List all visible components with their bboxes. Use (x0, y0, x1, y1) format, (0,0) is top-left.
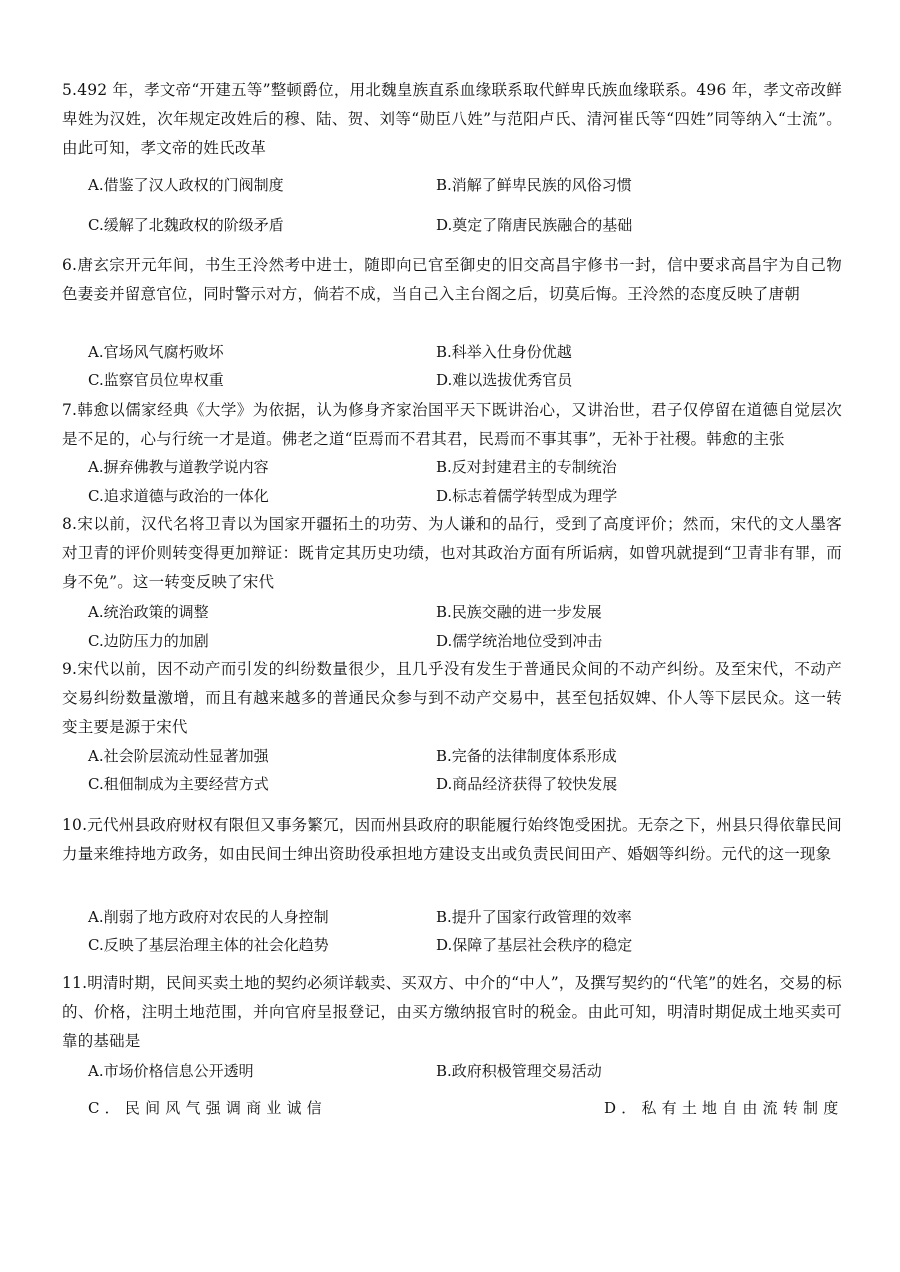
question-10-stem: 10.元代州县政府财权有限但又事务繁冗，因而州县政府的职能履行始终饱受困扰。无奈之下，州县只得依靠民间力量来维持地方政务，如由民间士绅出资助役承担地方建设支出或负责民间田产、婚姻等纠纷。元代的这一现象 (62, 816, 842, 863)
question-11-option-a: A.市场价格信息公开透明 (88, 1062, 254, 1080)
question-8-option-b: B.民族交融的进一步发展 (436, 603, 602, 621)
question-9-option-a: A.社会阶层流动性显著加强 (88, 747, 269, 765)
question-11-option-c: C．民间风气强调商业诚信 (88, 1099, 327, 1117)
question-8-option-c: C.边防压力的加剧 (88, 632, 209, 650)
question-7-option-b: B.反对封建君主的专制统治 (436, 458, 617, 476)
question-6-option-d: D.难以选拔优秀官员 (436, 371, 573, 389)
question-10-option-b: B.提升了国家行政管理的效率 (436, 908, 632, 926)
question-8-option-d: D.儒学统治地位受到冲击 (436, 632, 603, 650)
question-5-option-a: A.借鉴了汉人政权的门阀制度 (88, 176, 284, 194)
question-5-stem: 5.492 年，孝文帝“开建五等”整顿爵位，用北魏皇族直系血缘联系取代鲜卑氏族血缘联系。496 年，孝文帝改鲜卑姓为汉姓，次年规定改姓后的穆、陆、贺、刘等“勋臣八姓”与范阳卢氏、清河崔氏等“四姓”同等纳入“士流”。由此可知，孝文帝的姓氏改革 (62, 81, 842, 157)
question-8-stem: 8.宋以前，汉代名将卫青以为国家开疆拓土的功劳、为人谦和的品行，受到了高度评价；然而，宋代的文人墨客对卫青的评价则转变得更加辩证：既肯定其历史功绩，也对其政治方面有所诟病，如曾巩就提到“卫青非有罪，而身不免”。这一转变反映了宋代 (62, 515, 842, 591)
question-7-option-c: C.追求道德与政治的一体化 (88, 487, 269, 505)
question-6-option-a: A.官场风气腐朽败坏 (88, 343, 224, 361)
question-9-option-d: D.商品经济获得了较快发展 (436, 775, 618, 793)
question-11-stem: 11.明清时期，民间买卖土地的契约必须详载卖、买双方、中介的“中人”，及撰写契约的“代笔”的姓名，交易的标的、价格，注明土地范围，并向官府呈报登记，由买方缴纳报官时的税金。由此可知，明清时期促成土地买卖可靠的基础是 (62, 974, 842, 1050)
question-7-option-d: D.标志着儒学转型成为理学 (436, 487, 618, 505)
question-6-option-c: C.监察官员位卑权重 (88, 371, 224, 389)
question-5-option-b: B.消解了鲜卑民族的风俗习惯 (436, 176, 632, 194)
question-5-option-d: D.奠定了隋唐民族融合的基础 (436, 216, 633, 234)
question-9-stem: 9.宋代以前，因不动产而引发的纠纷数量很少，且几乎没有发生于普通民众间的不动产纠纷。及至宋代，不动产交易纠纷数量激增，而且有越来越多的普通民众参与到不动产交易中，甚至包括奴婢、仆人等下层民众。这一转变主要是源于宋代 (62, 660, 842, 736)
question-6-stem: 6.唐玄宗开元年间，书生王泠然考中进士，随即向已官至御史的旧交高昌宇修书一封，信中要求高昌宇为自己物色妻妾并留意官位，同时警示对方，倘若不成，当自己入主台阁之后，切莫后悔。王泠然的态度反映了唐朝 (62, 256, 842, 303)
question-7-option-a: A.摒弃佛教与道教学说内容 (88, 458, 269, 476)
question-10-option-d: D.保障了基层社会秩序的稳定 (436, 936, 633, 954)
question-9-option-c: C.租佃制成为主要经营方式 (88, 775, 269, 793)
question-5-option-c: C.缓解了北魏政权的阶级矛盾 (88, 216, 284, 234)
question-11-option-b: B.政府积极管理交易活动 (436, 1062, 602, 1080)
question-11-option-d: D．私有土地自由流转制度 (604, 1099, 844, 1117)
question-10-option-c: C.反映了基层治理主体的社会化趋势 (88, 936, 329, 954)
question-6-option-b: B.科举入仕身份优越 (436, 343, 572, 361)
question-9-option-b: B.完备的法律制度体系形成 (436, 747, 617, 765)
question-8-option-a: A.统治政策的调整 (88, 603, 209, 621)
question-7-stem: 7.韩愈以儒家经典《大学》为依据，认为修身齐家治国平天下既讲治心，又讲治世，君子仅停留在道德自觉层次是不足的，心与行统一才是道。佛老之道“臣焉而不君其君，民焉而不事其事”，无补于社稷。韩愈的主张 (62, 401, 842, 448)
question-10-option-a: A.削弱了地方政府对农民的人身控制 (88, 908, 329, 926)
